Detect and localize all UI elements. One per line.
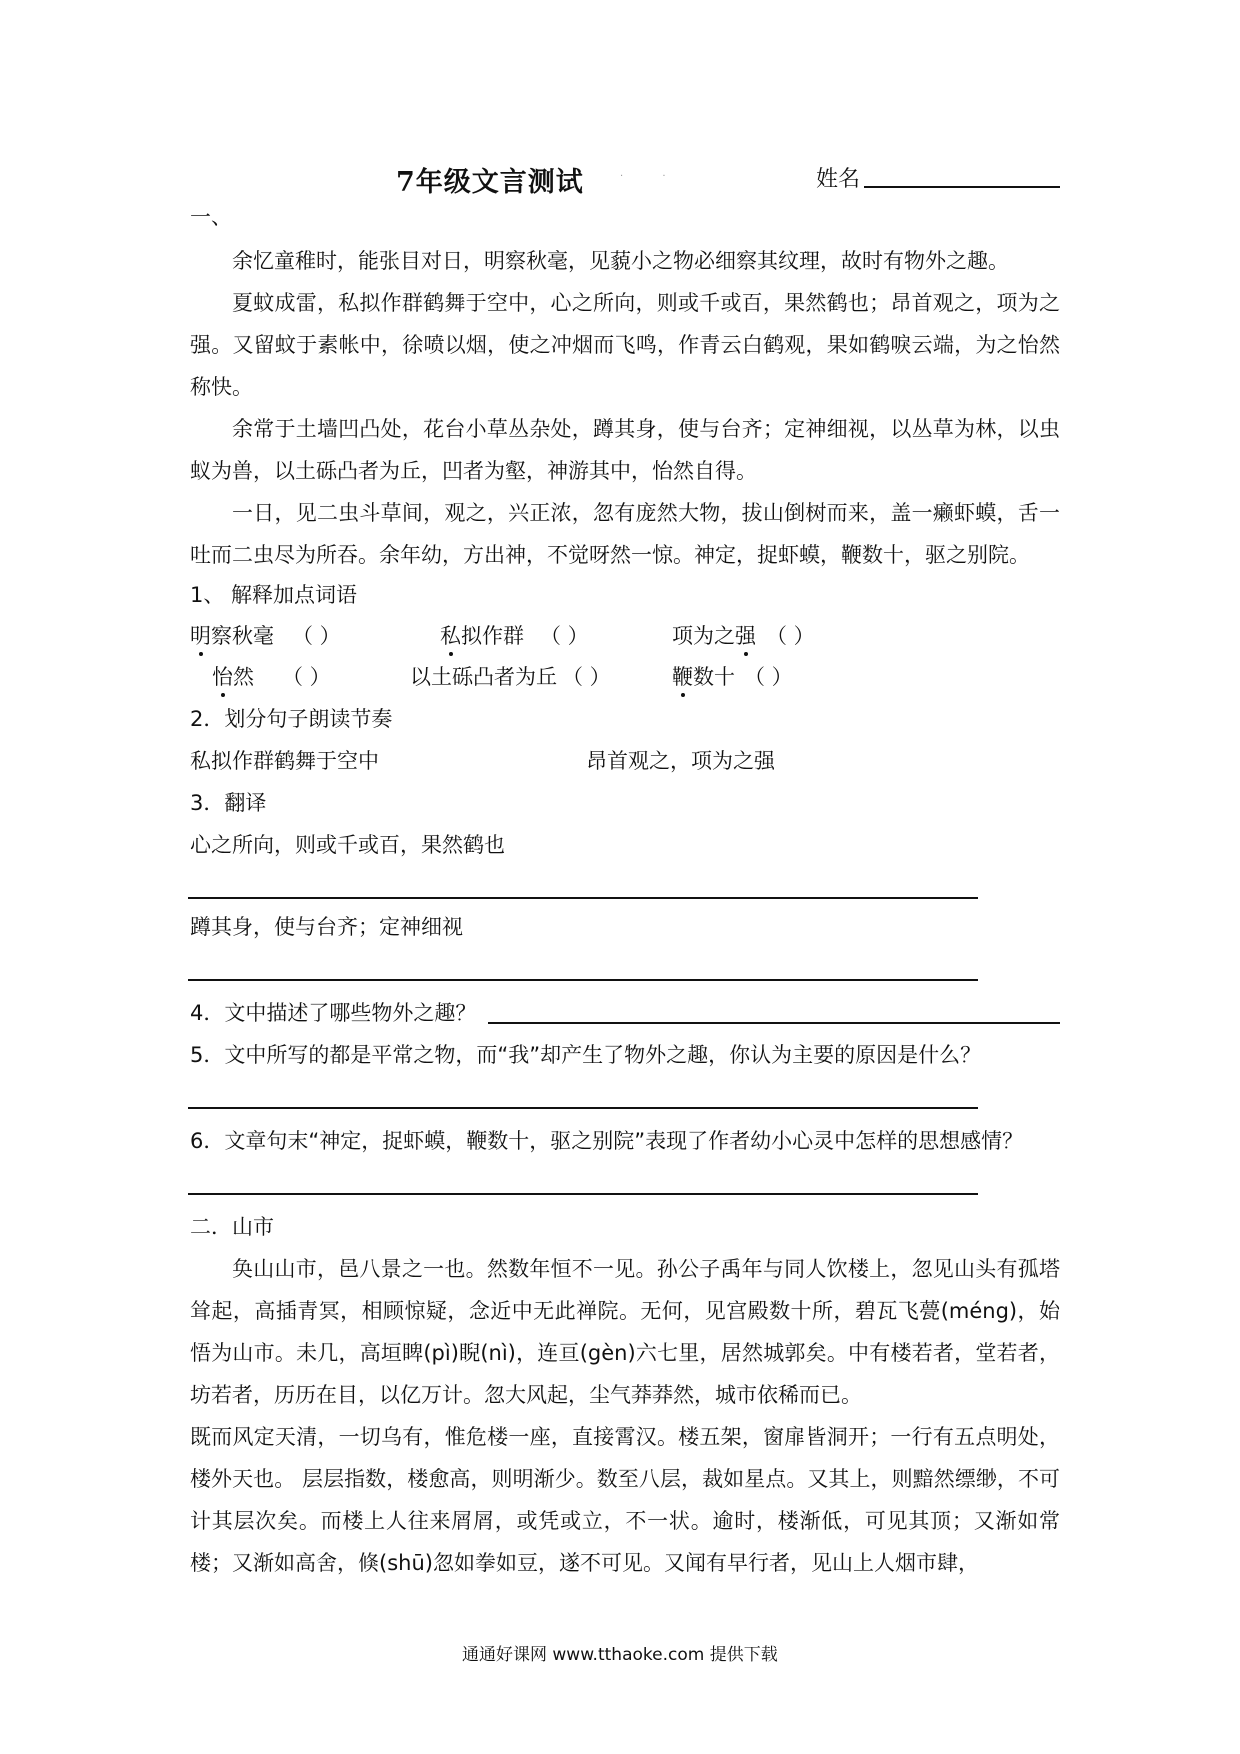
passage-paragraph: 既而风定天清，一切乌有，惟危楼一座，直接霄汉。楼五架，窗扉皆洞开；一行有五点明处，楼外天也。 层层指数，楼愈高，则明渐少。数至八层，裁如星点。又其上，则黯然缥缈，不可计其层次矣。而楼上人往来屑屑，或凭或立，不一状。逾时，楼渐低，可见其顶；又渐如常楼；又渐如高舍，倏(shū)忽如拳如豆，遂不可见。又闻有早行者，见山上人烟市肆， — [190, 1425, 1060, 1575]
question-1-label: 1、 解释加点词语 — [190, 583, 358, 607]
q1-term: 鞭数十 — [672, 665, 735, 689]
passage-paragraph: 一日，见二虫斗草间，观之，兴正浓，忽有庞然大物，拔山倒树而来，盖一癞虾蟆，舌一吐而二虫尽为所吞。余年幼，方出神，不觉呀然一惊。神定，捉虾蟆，鞭数十，驱之别院。 — [190, 501, 1060, 567]
q1-term: 怡然 — [212, 665, 254, 689]
q1-term: 项为之强 — [672, 624, 756, 648]
q1-answer-blank[interactable]: （ ） — [744, 665, 793, 689]
q3-sentence-1: 心之所向，则或千或百，果然鹤也 — [190, 833, 505, 857]
q3-sentence-2: 蹲其身，使与台齐；定神细视 — [190, 915, 463, 939]
page-footer: 通通好课网 www.tthaoke.com 提供下载 — [462, 1645, 778, 1665]
dotted-character: 私 — [440, 624, 461, 648]
name-label: 姓名 — [816, 167, 861, 192]
page-title: 7年级文言测试 — [396, 167, 584, 198]
question-3-label: 3．翻译 — [190, 791, 267, 815]
dotted-character: 怡 — [212, 665, 233, 689]
q1-term: 以土砾凸者为丘 — [410, 665, 557, 689]
q1-term: 私拟作群 — [440, 624, 524, 648]
answer-line[interactable] — [188, 897, 978, 899]
answer-line[interactable] — [188, 979, 978, 981]
dotted-character: 明 — [190, 624, 211, 648]
passage-paragraph: 余常于土墙凹凸处，花台小草丛杂处，蹲其身，使与台齐；定神细视，以丛草为林，以虫蚁为兽，以土砾凸者为丘，凹者为壑，神游其中，怡然自得。 — [190, 417, 1060, 483]
section-two-title: 二．山市 — [190, 1215, 274, 1239]
question-5: 5．文中所写的都是平常之物，而“我”却产生了物外之趣，你认为主要的原因是什么？ — [190, 1043, 982, 1067]
scan-dots: . . — [620, 168, 684, 179]
q1-answer-blank[interactable]: （ ） — [766, 624, 815, 648]
answer-line[interactable] — [488, 1022, 1060, 1024]
passage-paragraph: 余忆童稚时，能张目对日，明察秋毫，见藐小之物必细察其纹理，故时有物外之趣。 — [232, 249, 1009, 273]
q2-sentence-left: 私拟作群鹤舞于空中 — [190, 749, 379, 773]
q1-answer-blank[interactable]: （ ） — [540, 624, 589, 648]
dotted-character: 强 — [735, 624, 756, 648]
answer-line[interactable] — [188, 1193, 978, 1195]
question-2-label: 2．划分句子朗读节奏 — [190, 707, 393, 731]
q1-term: 明察秋毫 — [190, 624, 274, 648]
question-4: 4．文中描述了哪些物外之趣？ — [190, 1001, 477, 1025]
q1-answer-blank[interactable]: （ ） — [282, 665, 331, 689]
passage-paragraph: 奂山山市，邑八景之一也。然数年恒不一见。孙公子禹年与同人饮楼上，忽见山头有孤塔耸起，高插青冥，相顾惊疑，念近中无此禅院。无何，见宫殿数十所，碧瓦飞甍(méng)，始悟为山市。未几，高垣睥(pì)睨(nì)，连亘(gèn)六七里，居然城郭矣。中有楼若者，堂若者，坊若者，历历在目，以亿万计。忽大风起，尘气莽莽然，城市依稀而已。 — [190, 1257, 1060, 1407]
question-6: 6．文章句末“神定，捉虾蟆，鞭数十，驱之别院”表现了作者幼小心灵中怎样的思想感情？ — [190, 1129, 1024, 1153]
answer-line[interactable] — [188, 1107, 978, 1109]
dotted-character: 鞭 — [672, 665, 693, 689]
name-field-line[interactable] — [864, 186, 1060, 188]
q2-sentence-right: 昂首观之，项为之强 — [586, 749, 775, 773]
q1-answer-blank[interactable]: （ ） — [292, 624, 341, 648]
q1-answer-blank[interactable]: （ ） — [562, 665, 611, 689]
section-one-marker: 一、 — [190, 205, 232, 229]
passage-paragraph: 夏蚊成雷，私拟作群鹤舞于空中，心之所向，则或千或百，果然鹤也；昂首观之，项为之强。又留蚊于素帐中，徐喷以烟，使之冲烟而飞鸣，作青云白鹤观，果如鹤唳云端，为之怡然称快。 — [190, 291, 1060, 399]
